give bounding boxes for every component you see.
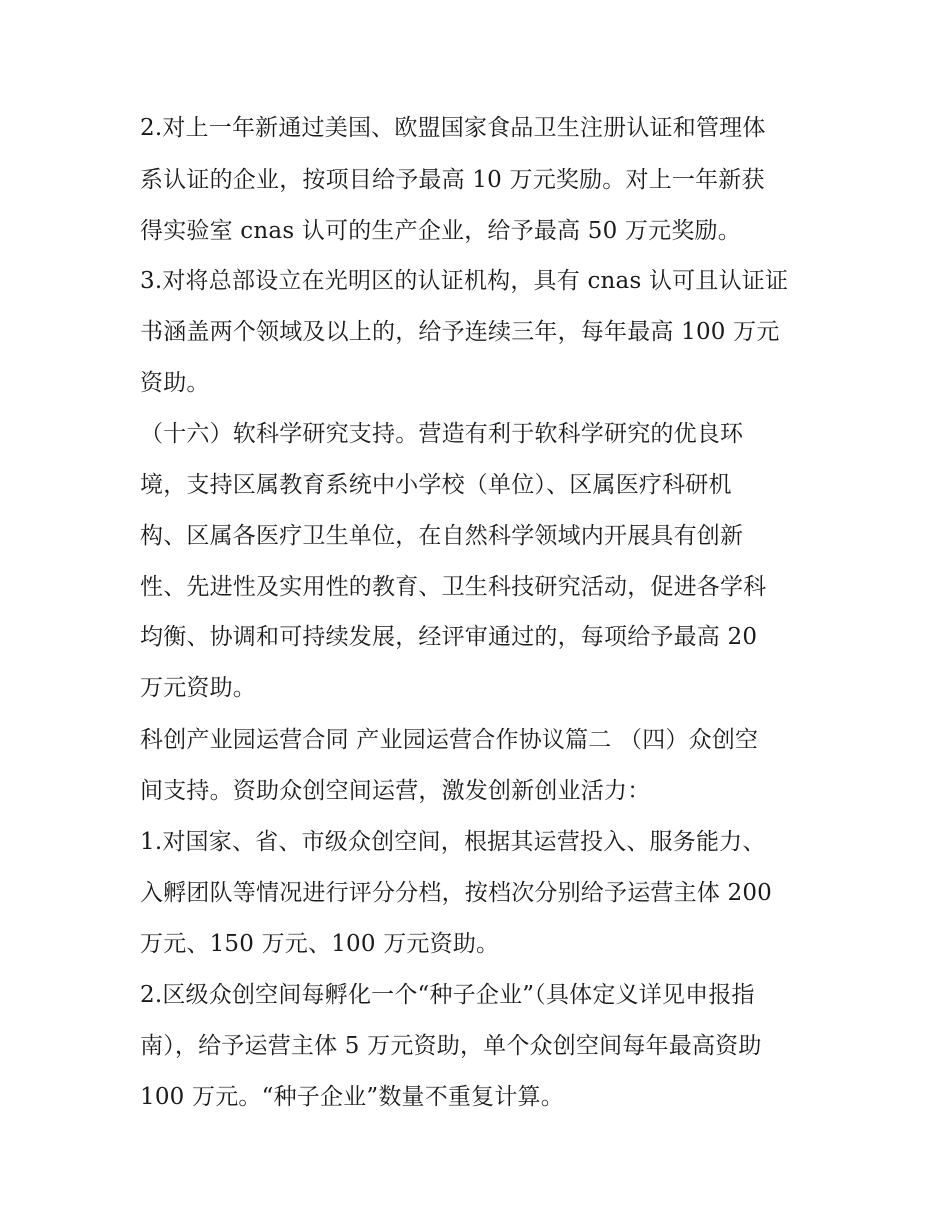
text-line: 3.对将总部设立在光明区的认证机构，具有 cnas 认可且认证证 (140, 268, 789, 294)
text-line: 书涵盖两个领域及以上的，给予连续三年，每年最高 100 万元 (140, 319, 780, 345)
text-line: 资助。 (140, 370, 210, 396)
text-line: 万元、150 万元、100 万元资助。 (140, 931, 500, 957)
text-line: （十六）软科学研究支持。营造有利于软科学研究的优良环 (140, 421, 744, 447)
text-line: 南），给予运营主体 5 万元资助，单个众创空间每年最高资助 (140, 1033, 762, 1059)
text-line: 构、区属各医疗卫生单位，在自然科学领域内开展具有创新 (140, 523, 744, 549)
text-line: 100 万元。“种子企业”数量不重复计算。 (140, 1084, 564, 1110)
text-line: 万元资助。 (140, 675, 256, 701)
text-line: 科创产业园运营合同 产业园运营合作协议篇二 （四）众创空 (140, 727, 759, 753)
text-line: 得实验室 cnas 认可的生产企业，给予最高 50 万元奖励。 (140, 218, 741, 244)
text-line: 系认证的企业，按项目给予最高 10 万元奖励。对上一年新获 (140, 167, 765, 193)
text-line: 境，支持区属教育系统中小学校（单位）、区属医疗科研机 (140, 472, 732, 498)
text-line: 间支持。资助众创空间运营，激发创新创业活力： (140, 778, 651, 804)
text-line: 均衡、协调和可持续发展，经评审通过的，每项给予最高 20 (140, 624, 758, 650)
text-line: 性、先进性及实用性的教育、卫生科技研究活动，促进各学科 (140, 574, 767, 600)
text-line: 1.对国家、省、市级众创空间，根据其运营投入、服务能力、 (140, 829, 766, 855)
text-line: 入孵团队等情况进行评分分档，按档次分别给予运营主体 200 (140, 880, 773, 906)
text-line: 2.区级众创空间每孵化一个“种子企业”（具体定义详见申报指 (140, 982, 755, 1008)
text-line: 2.对上一年新通过美国、欧盟国家食品卫生注册认证和管理体 (140, 115, 766, 141)
